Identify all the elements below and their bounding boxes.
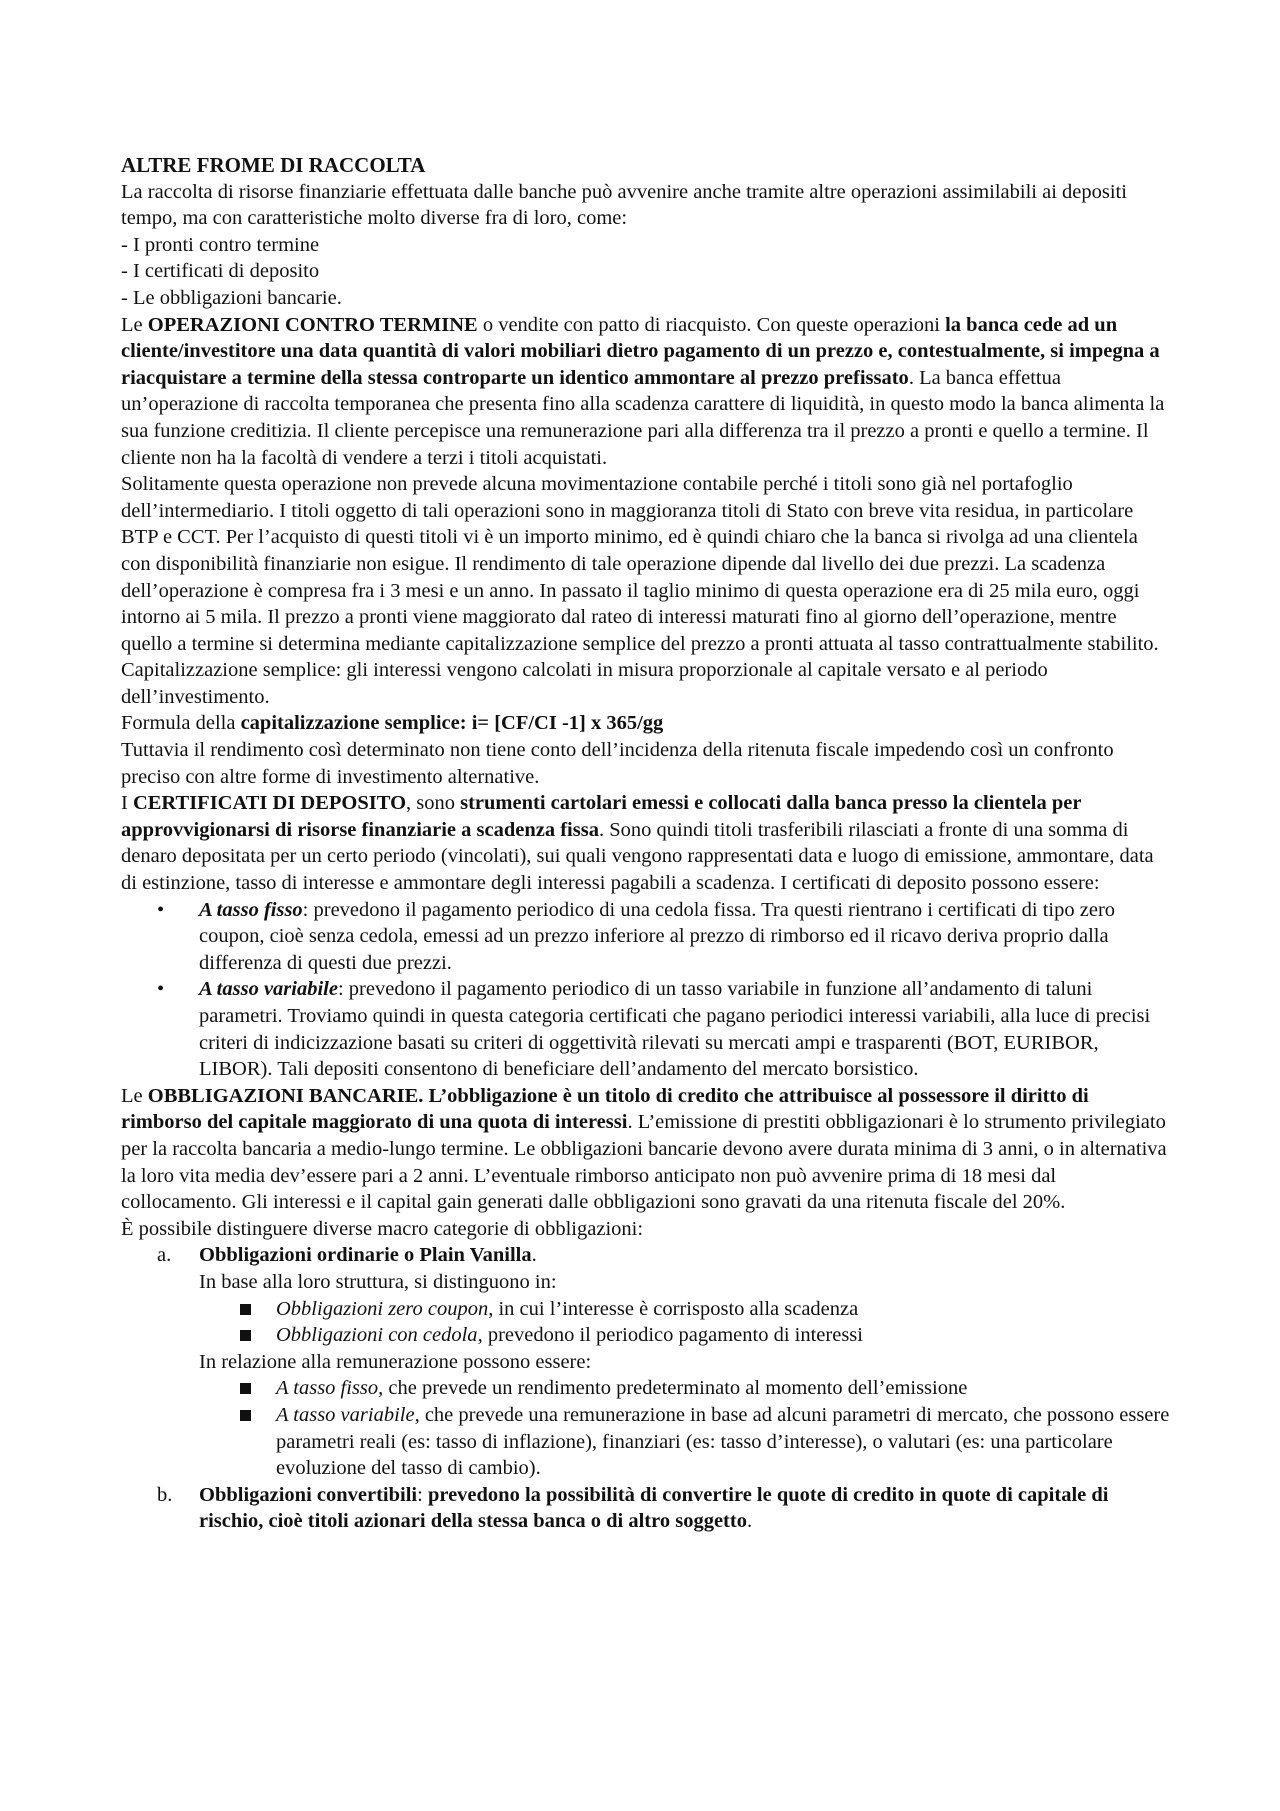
square-bullet-item: A tasso fisso, che prevede un rendimento predeterminato al momento dell’emissione: [121, 1375, 1171, 1402]
category-a-title: Obbligazioni ordinarie o Plain Vanilla: [199, 1244, 532, 1267]
category-b-definition: prevedono la possibilità di convertire le quote di credito in quote di capitale di rischio, cioè titoli azionari della stessa banca o di altro soggetto: [199, 1483, 1109, 1533]
square-bullet-icon: [240, 1383, 251, 1394]
structure-intro: In base alla loro struttura, si distinguono in:: [199, 1270, 557, 1293]
pct-note-paragraph: Tuttavia il rendimento così determinato non tiene conto dell’incidenza della ritenuta fiscale impedendo così un confronto preciso con altre forme di investimento alternative.: [121, 739, 1114, 788]
square-bullet-item: A tasso variabile, che prevede una remunerazione in base ad alcuni parametri di mercato, che possono essere parametri reali (es: tasso di inflazione), finanziari (es: tasso d’interesse), o valutari (es: una particolare evoluzione del tasso di cambio).: [121, 1402, 1171, 1482]
intro-paragraph: La raccolta di risorse finanziarie effettuata dalle banche può avvenire anche tramite altre operazioni assimilabili ai depositi tempo, ma con caratteristiche molto diverse fra di loro, come:: [121, 180, 1127, 230]
category-a: a. Obbligazioni ordinarie o Plain Vanilla.: [121, 1242, 1171, 1269]
ob-categories-intro: È possibile distinguere diverse macro categorie di obbligazioni:: [121, 1217, 644, 1240]
ob-paragraph: Le OBBLIGAZIONI BANCARIE. L’obbligazione è un titolo di credito che attribuisce al possessore il diritto di rimborso del capitale maggiorato di una quota di interessi. L’emissione di prestiti obbligazionari è lo strumento privilegiato per la raccolta bancaria a medio-lungo termine. Le obbligazioni bancarie devono avere durata minima di 3 anni, o in alternativa la loro vita media dev’essere pari a 2 anni. L’eventuale rimborso anticipato non può avvenire prima di 18 mesi dal collocamento. Gli interessi e il capital gain generati dalle obbligazioni sono gravati da una ritenuta fiscale del 20%.: [121, 1084, 1167, 1214]
formula-line: Formula della capitalizzazione semplice: i= [CF/CI -1] x 365/gg: [121, 712, 664, 735]
category-b: b. Obbligazioni convertibili: prevedono la possibilità di convertire le quote di credito in quote di capitale di rischio, cioè titoli azionari della stessa banca o di altro soggetto.: [157, 1483, 1109, 1533]
intro-list-item: - I certificati di deposito: [121, 260, 320, 283]
square-bullet-icon: [240, 1410, 251, 1421]
pct-details-paragraph: Solitamente questa operazione non prevede alcuna movimentazione contabile perché i titoli sono già nel portafoglio dell’intermediario. I titoli oggetto di tali operazioni sono in maggioranza titoli di Stato con breve vita residua, in particolare BTP e CCT. Per l’acquisto di questi titoli vi è un importo minimo, ed è quindi chiaro che la banca si rivolga ad una clientela con disponibilità finanziarie non esigue. Il rendimento di tale operazione dipende dal livello dei due prezzi. La scadenza dell’operazione è compresa fra i 3 mesi e un anno. In passato il taglio minimo di questa operazione era di 25 mila euro, oggi intorno ai 5 mila. Il prezzo a pronti viene maggiorato dal rateo di interessi maturati fino al giorno dell’operazione, mentre quello a termine si determina mediante capitalizzazione semplice del prezzo a pronti attuata al tasso contrattualmente stabilito. Capitalizzazione semplice: gli interessi vengono calcolati in misura proporzionale al capitale versato e al periodo dell’investimento.: [121, 473, 1159, 708]
ob-definition: OBBLIGAZIONI BANCARIE. L’obbligazione è un titolo di credito che attribuisce al possessore il diritto di rimborso del capitale maggiorato di una quota di interessi: [121, 1084, 1089, 1134]
formula: capitalizzazione semplice: i= [CF/CI -1] x 365/gg: [240, 712, 664, 735]
bullet-item: • A tasso fisso: prevedono il pagamento periodico di una cedola fissa. Tra questi rientrano i certificati di tipo zero coupon, cioè senza cedola, emessi ad un prezzo inferiore al prezzo di rimborso ed il ricavo deriva proprio dalla differenza di questi due prezzi.: [157, 898, 1116, 974]
square-bullet-item: Obbligazioni con cedola, prevedono il periodico pagamento di interessi: [121, 1322, 1171, 1349]
pct-heading: OPERAZIONI CONTRO TERMINE: [147, 313, 478, 336]
bullet-term: A tasso fisso: [199, 898, 303, 921]
list-letter: b.: [157, 1483, 173, 1506]
cd-paragraph: I CERTIFICATI DI DEPOSITO, sono strumenti cartolari emessi e collocati dalla banca presso la clientela per approvvigionarsi di risorse finanziarie a scadenza fissa. Sono quindi titoli trasferibili rilasciati a fronte di una somma di denaro depositata per un certo periodo (vincolati), sui quali vengono rappresentati data e luogo di emissione, ammontare, data di estinzione, tasso di interesse e ammontare degli interessi pagabili a scadenza. I certificati di deposito possono essere:: [121, 792, 1154, 895]
square-bullet-icon: [240, 1304, 251, 1315]
document-page: [121, 152, 1171, 1535]
intro-list-item: - Le obbligazioni bancarie.: [121, 286, 342, 309]
cd-definition: strumenti cartolari emessi e collocati dalla banca presso la clientela per approvvigionarsi di risorse finanziarie a scadenza fissa: [121, 792, 1082, 841]
page-title: ALTRE FROME DI RACCOLTA: [121, 153, 426, 177]
square-bullet-icon: [240, 1330, 251, 1341]
intro-list-item: - I pronti contro termine: [121, 233, 320, 256]
square-bullet-item: Obbligazioni zero coupon, in cui l’interesse è corrisposto alla scadenza: [121, 1296, 1171, 1323]
category-b-title: Obbligazioni convertibili: [199, 1483, 418, 1506]
list-letter: a.: [157, 1244, 172, 1267]
bullet-item: • A tasso variabile: prevedono il pagamento periodico di un tasso variabile in funzione all’andamento di taluni parametri. Troviamo quindi in questa categoria certificati che pagano periodici interessi variabili, alla luce di precisi criteri di indicizzazione basati su criteri di oggettività rilevati su mercati ampi e trasparenti (BOT, EURIBOR, LIBOR). Tali depositi consentono di beneficiare dell’andamento del mercato borsistico.: [157, 978, 1151, 1081]
bullet-icon: •: [157, 898, 165, 921]
pct-paragraph: Le OPERAZIONI CONTRO TERMINE o vendite con patto di riacquisto. Con queste operazioni la banca cede ad un cliente/investitore una data quantità di valori mobiliari dietro pagamento di un prezzo e, contestualmente, si impegna a riacquistare a termine della stessa controparte un identico ammontare al prezzo prefissato. La banca effettua un’operazione di raccolta temporanea che presenta fino alla scadenza carattere di liquidità, in questo modo la banca alimenta la sua funzione creditizia. Il cliente percepisce una remunerazione pari alla differenza tra il prezzo a pronti e quello a termine. Il cliente non ha la facoltà di vendere a terzi i titoli acquistati.: [121, 313, 1165, 469]
cd-heading: CERTIFICATI DI DEPOSITO: [132, 792, 407, 815]
remuneration-intro: In relazione alla remunerazione possono essere:: [199, 1350, 592, 1373]
bullet-icon: •: [157, 978, 165, 1001]
bullet-term: A tasso variabile: [199, 978, 338, 1001]
pct-definition: la banca cede ad un cliente/investitore una data quantità di valori mobiliari dietro pagamento di un prezzo e, contestualmente, si impegna a riacquistare a termine della stessa controparte un identico ammontare al prezzo prefissato: [121, 313, 1160, 389]
